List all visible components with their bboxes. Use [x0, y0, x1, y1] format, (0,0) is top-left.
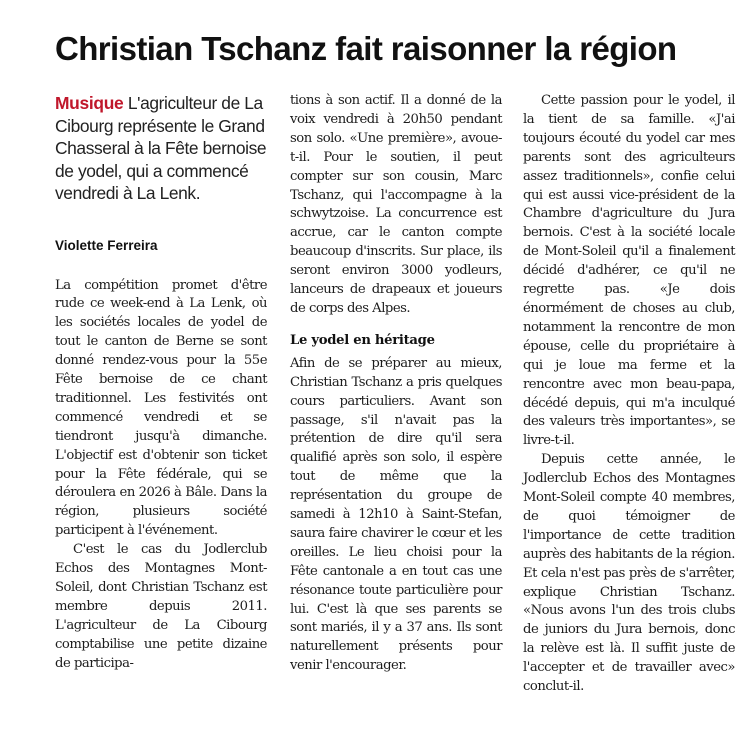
body-column-1 [55, 277, 267, 674]
paragraph: Cette passion pour le yodel, il la tient de sa famille. «J'ai toujours écouté du yodel car mes parents sont des agriculteurs assez traditionnels», confie celui qui est aussi vice-président de la Chambre d'agriculture du Jura bernois. C'est à la société locale de Mont-Soleil qu'il a finalement décidé d'adhérer, ce qu'il ne regrette pas. «Je dois énormément de choses au club, notamment la rencontre de mon épouse, celle du propriétaire à qui je loue ma ferme et la rencontre avec mon beau-papa, décédé depuis, qui m'a inculqué des valeurs très importantes», se livre-t-il. [523, 93, 735, 449]
paragraph: Depuis cette année, le Jodlerclub Echos des Montagnes Mont-Soleil compte 40 membres, de quoi témoigner de l'importance de cette tradition auprès des habitants de la région. Et cela n'est pas près de s'arrêter, explique Christian Tschanz. «Nous avons l'un des trois clubs de juniors du Jura bernois, donc la relève est là. Il suffit juste de l'accepter et de travailler avec» conclut-il. [523, 452, 735, 695]
paragraph: Afin de se préparer au mieux, Christian Tschanz a pris quelques cours particuliers. Avant son passage, s'il n'avait pas la prétention de dire qu'il sera qualifié après son solo, il espère tout de même que la représentation du groupe de samedi à 12h10 à Saint-Stefan, saura faire chavirer le cœur et les oreilles. Le lieu choisi pour la Fête cantonale a en tout cas une résonance toute particulière pour lui. C'est là que ses parents se sont mariés, il y a 37 ans. Ils sont naturellement présents pour venir l'encourager. [290, 355, 502, 674]
kicker: Musique [55, 93, 124, 113]
paragraph: La compétition promet d'être rude ce week-end à La Lenk, où les sociétés locales de yodel de tout le canton de Berne se sont donné rendez-vous pour la 55e Fête bernoise de ce chant traditionnel. Les festivités ont commencé vendredi et se tiendront jusqu'à dimanche. L'objectif est d'obtenir son ticket pour la Fête fédérale, qui se déroulera en 2026 à Bâle. Dans la région, plusieurs société participent à l'événement. [55, 277, 267, 539]
lead-paragraph [55, 92, 267, 205]
headline: Christian Tschanz fait raisonner la région [55, 30, 677, 67]
paragraph: tions à son actif. Il a donné de la voix vendredi à 20h50 pendant son solo. «Une première», avoue-t-il. Pour le soutien, il peut compter sur son cousin, Marc Tschanz, qui l'accompagne à la schwytzoise. La concurrence est accrue, car le canton compte beaucoup d'inscrits. Sur place, ils seront environ 3000 yodleurs, lanceurs de drapeaux et joueurs de corps des Alpes. [290, 93, 502, 316]
author-byline: Violette Ferreira [55, 237, 158, 253]
column-1 [55, 92, 267, 674]
paragraph: C'est le cas du Jodlerclub Echos des Montagnes Mont-Soleil, dont Christian Tschanz est membre depuis 2011. L'agriculteur de La Cibourg comptabilise une petite dizaine de participa- [55, 542, 267, 671]
column-3 [523, 92, 735, 697]
column-2 [290, 92, 502, 676]
subheading: Le yodel en héritage [290, 332, 435, 348]
lead-text: L'agriculteur de La Cibourg représente le Grand Chasseral à la Fête bernoise de yodel, qui a commencé vendredi à La Lenk. [55, 93, 267, 203]
